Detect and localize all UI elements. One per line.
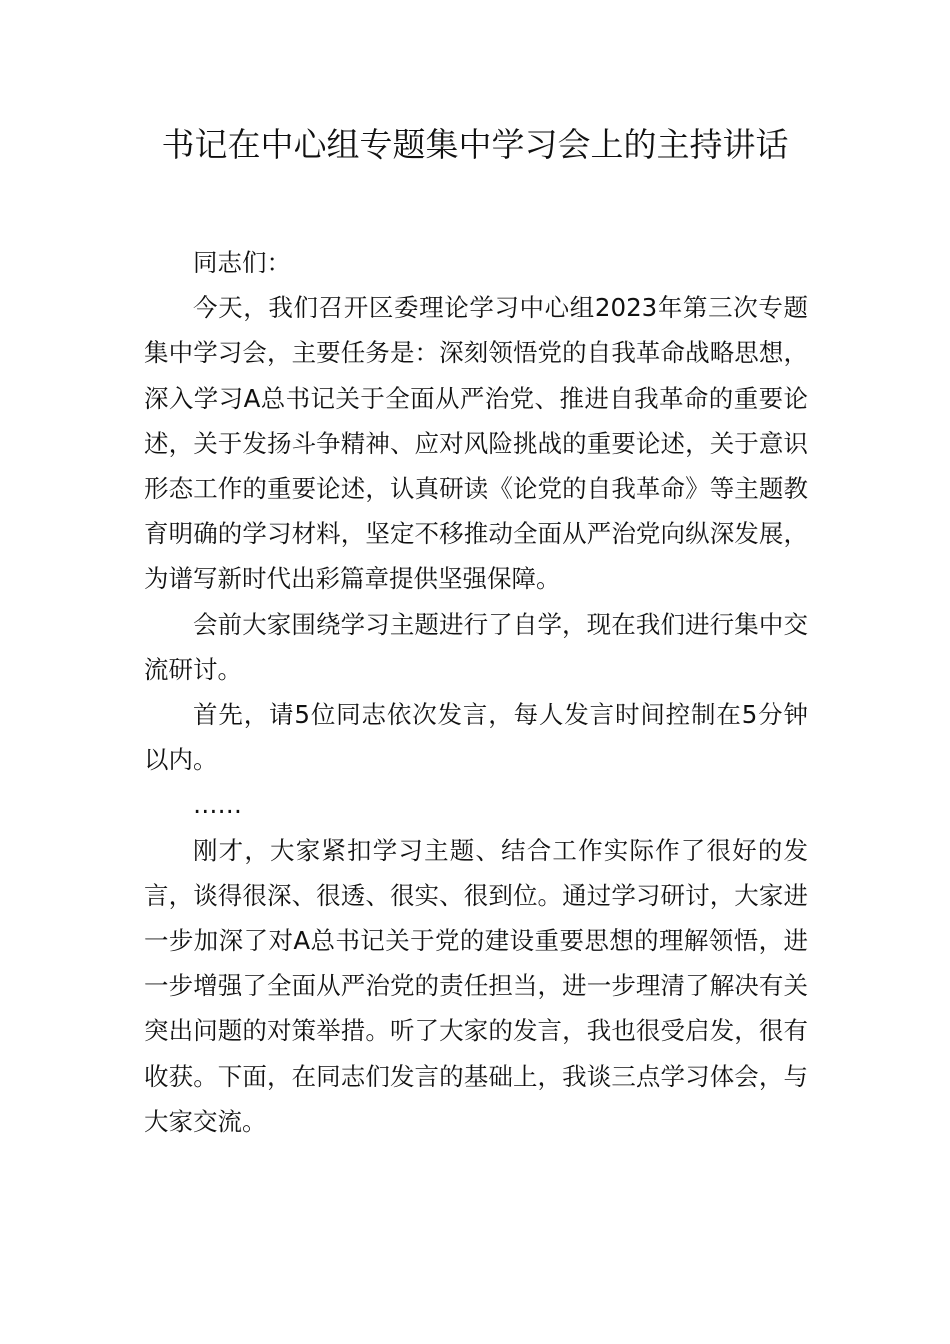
body-paragraph: 会前大家围绕学习主题进行了自学，现在我们进行集中交流研讨。 (144, 609, 808, 684)
body-paragraph: 首先，请5位同志依次发言，每人发言时间控制在5分钟以内。 (144, 700, 808, 775)
document-title: 书记在中心组专题集中学习会上的主持讲话 (161, 125, 789, 164)
body-paragraph: 刚才，大家紧扣学习主题、结合工作实际作了很好的发言，谈得很深、很透、很实、很到位。通过学习研讨，大家进一步加深了对A总书记关于党的建设重要思想的理解领悟，进一步增强了全面从严治党的责任担当，进一步理清了解决有关突出问题的对策举措。听了大家的发言，我也很受启发，很有收获。下面，在同志们发言的基础上，我谈三点学习体会，与大家交流。 (144, 835, 808, 1136)
document-body (144, 240, 808, 1144)
salutation-paragraph: 同志们： (193, 248, 291, 277)
ellipsis-paragraph: …… (193, 790, 242, 820)
body-paragraph: 今天，我们召开区委理论学习中心组2023年第三次专题集中学习会，主要任务是：深刻领悟党的自我革命战略思想，深入学习A总书记关于全面从严治党、推进自我革命的重要论述，关于发扬斗争精神、应对风险挑战的重要论述，关于意识形态工作的重要论述，认真研读《论党的自我革命》等主题教育明确的学习材料，坚定不移推动全面从严治党向纵深发展，为谱写新时代出彩篇章提供坚强保障。 (144, 293, 808, 594)
